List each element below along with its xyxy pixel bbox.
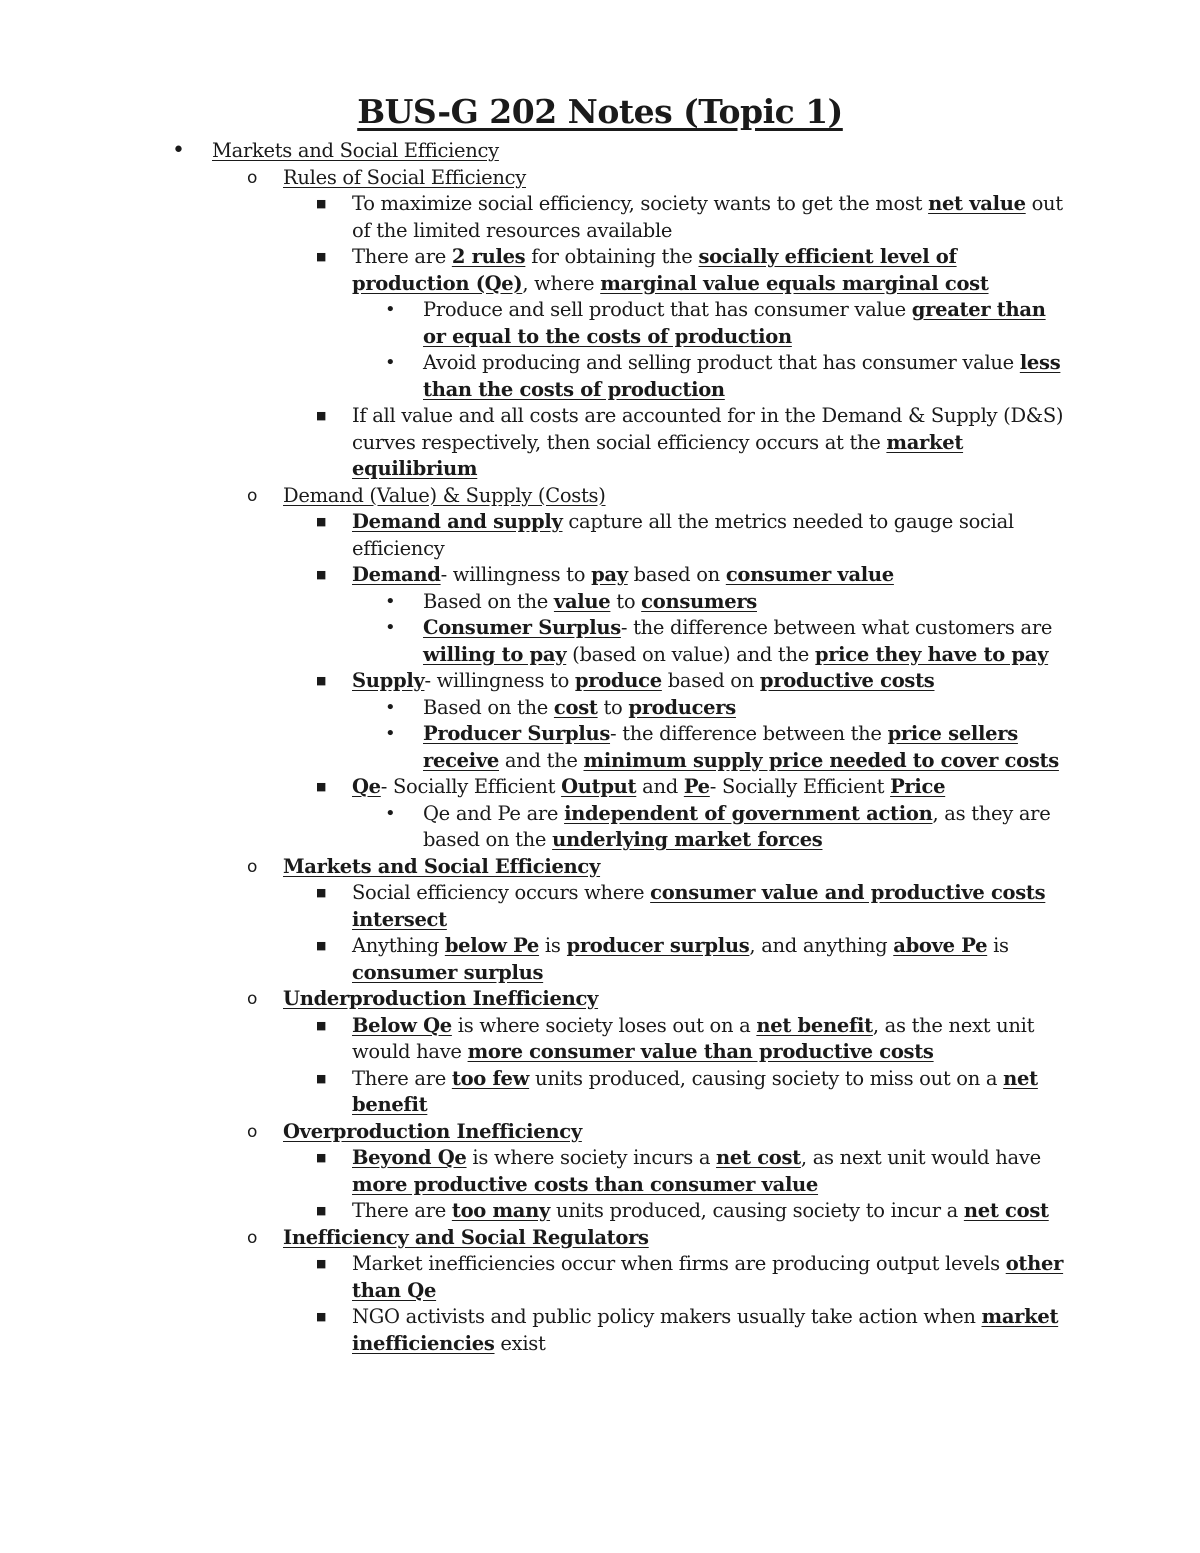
emphasized-text: market inefficiencies [352,1305,1059,1355]
emphasized-text: below Pe [444,934,540,957]
bullet-marker: • [385,617,396,638]
emphasized-text: net cost [963,1199,1049,1222]
text-segment: There are [352,245,452,268]
outline-item-level-3 [0,1304,1072,1357]
outline-item-level-4 [0,801,1073,854]
emphasized-text: Price [890,775,946,798]
bullet-marker: o [247,167,258,188]
outline-item-level-4 [0,297,1073,350]
emphasized-text: marginal value equals marginal cost [600,271,989,295]
bullet-marker: ■ [316,568,327,581]
bullet-marker: ■ [316,250,327,263]
text-segment: out of the limited resources available [352,192,1063,242]
emphasized-text: price they have to pay [814,642,1049,666]
bullet-marker: ■ [316,1151,327,1164]
bullet-marker: ■ [316,1018,327,1032]
emphasized-text: net benefit [756,1013,873,1037]
outline-item-level-4 [0,589,1073,616]
bullet-marker: • [385,696,396,718]
emphasized-text: greater than or equal to the costs of production [423,298,1046,348]
outline-item-level-3 [0,509,1072,562]
bullet-marker: o [247,1227,258,1248]
outline-item-level-3 [0,933,1072,986]
emphasized-text: consumer value [725,563,894,586]
emphasized-text: price sellers receive [423,722,1018,772]
emphasized-text: Producer Surplus [423,722,611,745]
emphasized-text: net cost [716,1146,801,1169]
emphasized-text: independent of government action [564,801,933,825]
bullet-marker: o [247,856,258,877]
text-segment: Based on the [423,589,554,613]
text-segment: Social efficiency occurs where [352,881,651,904]
emphasized-text: consumer surplus [352,960,544,984]
text-segment: There are [352,1199,452,1222]
bullet-marker: o [247,485,258,506]
text-segment: , as the next unit would have [352,1013,1035,1063]
emphasized-text: more consumer value than productive costs [467,1040,934,1063]
outline-item-level-4 [0,615,1073,668]
bullet-marker: ■ [316,409,327,422]
text-segment: to [597,695,629,719]
emphasized-text: minimum supply price needed to cover costs [583,748,1059,772]
notes-outline [0,138,1200,1357]
text-segment: to [610,589,642,613]
emphasized-text: willing to pay [423,642,567,666]
bullet-marker: • [385,590,396,612]
text-segment: - Socially Efficient [380,775,562,798]
outline-item-level-3 [0,244,1072,297]
text-segment: units produced, causing society to incur a [550,1199,964,1222]
emphasized-text: too few [451,1066,530,1090]
emphasized-text: Qe [352,775,381,798]
text-segment: , as next unit would have [800,1146,1041,1169]
emphasized-text: consumer value and productive costs intersect [352,881,1046,931]
emphasized-text: producer surplus [566,934,750,957]
emphasized-text: socially efficient level of production (Qe) [352,245,957,295]
text-segment: There are [352,1066,452,1090]
page-title: BUS-G 202 Notes (Topic 1) [357,92,843,132]
text-segment: exist [494,1331,546,1355]
emphasized-text: Below Qe [352,1013,452,1037]
bullet-marker: ■ [316,939,327,952]
bullet-marker: ■ [316,886,327,899]
outline-item-level-1 [0,138,1072,165]
emphasized-text: Rules of Social Efficiency [283,165,526,189]
text-segment: - the difference between the [610,722,888,745]
emphasized-text: less than the costs of production [423,351,1061,401]
text-segment: capture all the metrics needed to gauge social efficiency [352,510,1014,560]
emphasized-text: Inefficiency and Social Regulators [283,1225,649,1249]
text-segment: , as they are based on the [423,801,1051,851]
outline-item-level-3 [0,1145,1072,1198]
text-segment: Avoid producing and selling product that has consumer value [423,351,1020,374]
text-segment: Market inefficiencies occur when firms are producing output levels [352,1252,1006,1275]
text-segment: (based on value) and the [566,642,815,666]
text-segment: and the [499,748,584,772]
text-segment: Anything [352,934,445,957]
outline-item-level-3 [0,880,1072,933]
outline-item-level-2 [0,483,1073,510]
emphasized-text: Output [561,775,637,798]
text-segment: Based on the [423,695,554,719]
emphasized-text: Demand (Value) & Supply (Costs) [283,483,606,507]
emphasized-text: consumers [641,589,757,613]
emphasized-text: more productive costs than consumer value [352,1172,819,1196]
text-segment: - willingness to [424,669,575,692]
outline-item-level-3 [0,191,1072,244]
outline-item-level-2 [0,1225,1073,1252]
text-segment: based on [661,669,760,692]
emphasized-text: Demand [352,563,441,586]
text-segment: units produced, causing society to miss out on a [529,1066,1004,1090]
text-segment: - willingness to [440,563,592,586]
bullet-marker: • [385,299,396,320]
emphasized-text: underlying market forces [552,828,823,851]
outline-item-level-3 [0,403,1072,483]
outline-item-level-4 [0,350,1073,403]
emphasized-text: Underproduction Inefficiency [283,987,599,1010]
emphasized-text: too many [451,1199,551,1222]
text-segment: is where society loses out on a [451,1013,757,1037]
bullet-marker: • [385,723,396,744]
outline-item-level-3 [0,1251,1072,1304]
outline-item-level-2 [0,986,1073,1013]
text-segment: is where society incurs a [466,1146,717,1169]
text-segment: Produce and sell product that has consumer value [423,298,912,321]
emphasized-text: Beyond Qe [352,1146,467,1169]
text-segment: Qe and Pe are [423,801,565,825]
bullet-marker: ■ [316,780,327,793]
text-segment: based on [627,563,726,586]
emphasized-text: Demand and supply [352,510,563,533]
emphasized-text: value [553,589,611,613]
emphasized-text: Markets and Social Efficiency [283,854,601,878]
outline-item-level-3 [0,1198,1072,1225]
emphasized-text: Consumer Surplus [423,616,621,639]
bullet-marker: ■ [316,1071,327,1085]
bullet-marker: • [385,352,396,373]
emphasized-text: Pe [683,775,710,798]
text-segment: - the difference between what customers are [620,616,1053,639]
outline-item-level-3 [0,562,1072,589]
emphasized-text: market equilibrium [352,430,964,480]
emphasized-text: productive costs [759,669,935,692]
text-segment: is [539,934,567,957]
emphasized-text: produce [574,669,662,692]
text-segment: If all value and all costs are accounted for in the Demand & Supply (D&S) curves respectively, then social efficiency occurs at the [352,404,1064,454]
text-segment: , where [522,271,601,295]
text-segment: and [636,775,684,798]
emphasized-text: producers [628,695,736,719]
text-segment: To maximize social efficiency, society wants to get the most [352,192,929,215]
emphasized-text: Overproduction Inefficiency [283,1119,582,1143]
outline-item-level-4 [0,695,1073,722]
text-segment: , and anything [749,934,894,957]
emphasized-text: cost [553,695,598,719]
bullet-marker: ■ [316,1257,327,1270]
outline-item-level-4 [0,721,1073,774]
bullet-marker: ■ [316,1310,327,1323]
text-segment: NGO activists and public policy makers usually take action when [352,1305,982,1328]
emphasized-text: pay [591,563,628,586]
bullet-marker: • [385,802,396,824]
outline-item-level-3 [0,668,1072,695]
emphasized-text: net value [928,192,1026,215]
bullet-marker: ■ [316,674,327,687]
emphasized-text: other than Qe [352,1252,1064,1302]
emphasized-text: 2 rules [451,245,526,268]
bullet-marker: ■ [316,197,327,210]
bullet-marker: o [247,1121,258,1142]
emphasized-text: net benefit [352,1066,1038,1116]
outline-item-level-2 [0,854,1073,881]
outline-item-level-3 [0,774,1072,801]
emphasized-text: above Pe [893,934,988,957]
text-segment: - Socially Efficient [709,775,891,798]
bullet-marker: o [247,989,258,1009]
bullet-marker: • [172,138,185,163]
bullet-marker: ■ [316,1204,327,1217]
bullet-marker: ■ [316,515,327,528]
outline-item-level-3 [0,1013,1072,1066]
text-segment: is [987,934,1009,957]
outline-item-level-2 [0,165,1073,192]
emphasized-text: Supply [352,669,425,692]
text-segment: for obtaining the [525,245,699,268]
emphasized-text: Markets and Social Efficiency [212,139,499,162]
outline-item-level-2 [0,1119,1073,1146]
outline-item-level-3 [0,1066,1072,1119]
